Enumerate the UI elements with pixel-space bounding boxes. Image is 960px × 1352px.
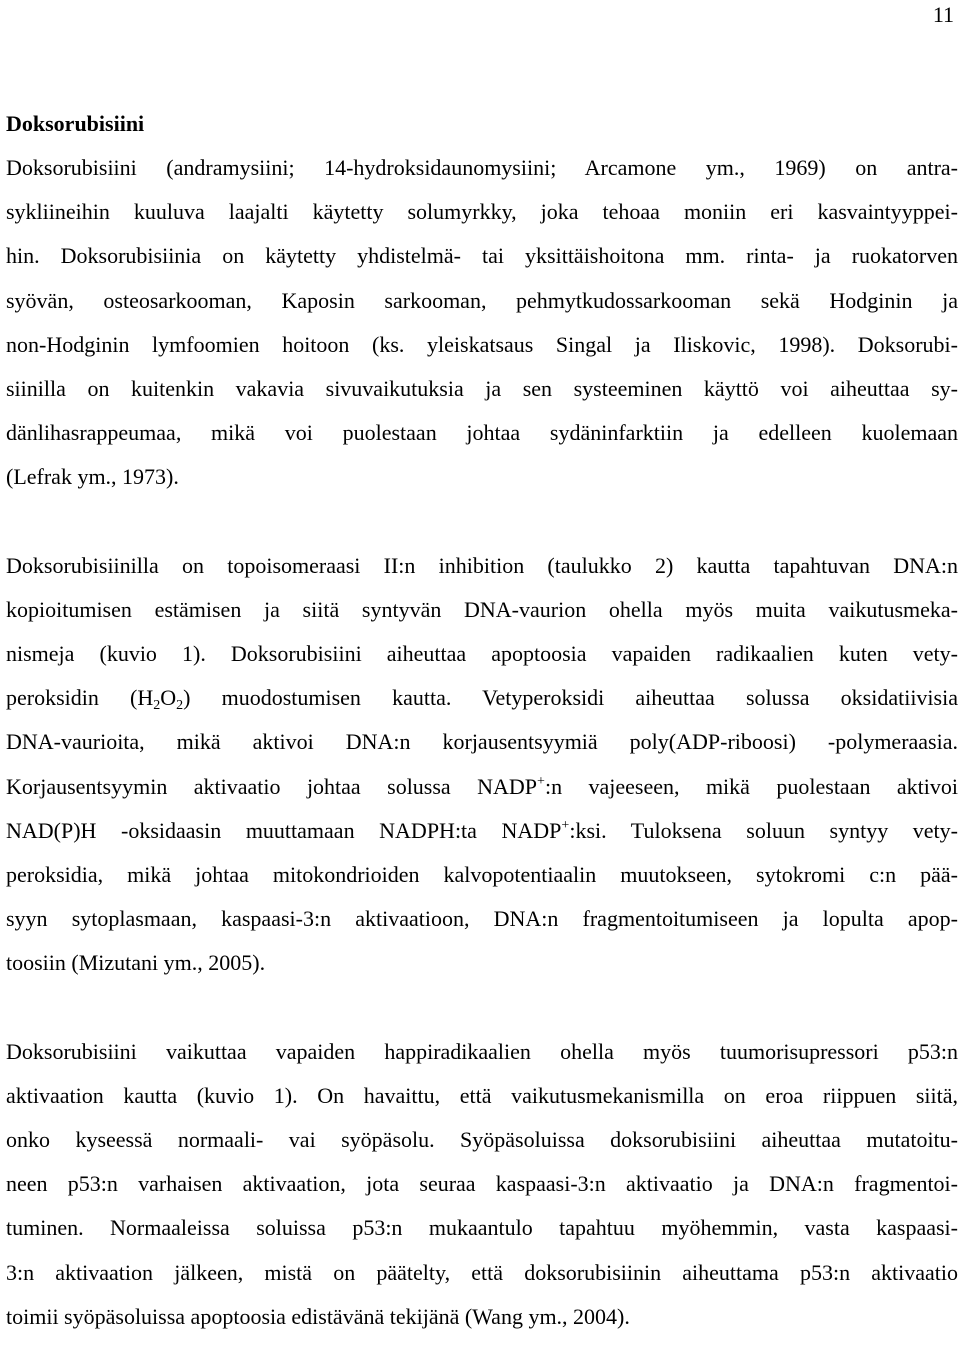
- paragraph-line: toimii syöpäsoluissa apoptoosia edistävänä tekijänä (Wang ym., 2004).: [6, 1303, 630, 1329]
- paragraph-line: siinilla on kuitenkin vakavia sivuvaikutuksia ja sen systeeminen käyttö voi aiheuttaa sy-: [6, 376, 958, 402]
- paragraph-3: [6, 1030, 958, 1339]
- paragraph-line: (Lefrak ym., 1973).: [6, 464, 179, 490]
- paragraph-line: tuminen. Normaaleissa soluissa p53:n mukaantulo tapahtuu myöhemmin, vasta kaspaasi-: [6, 1215, 958, 1241]
- paragraph-line: onko kyseessä normaali- vai syöpäsolu. Syöpäsoluissa doksorubisiini aiheuttaa mutatoitu-: [6, 1127, 958, 1153]
- paragraph-line: Doksorubisiinilla on topoisomeraasi II:n inhibition (taulukko 2) kautta tapahtuvan DNA:n: [6, 552, 958, 578]
- paragraph-line: Doksorubisiini vaikuttaa vapaiden happiradikaalien ohella myös tuumorisupressori p53:n: [6, 1038, 958, 1064]
- subscript: 2: [153, 698, 161, 714]
- subscript: 2: [176, 698, 184, 714]
- paragraph-line: hin. Doksorubisiinia on käytetty yhdistelmä- tai yksittäishoitona mm. rinta- ja ruokatorven: [6, 243, 958, 269]
- text-fragment: peroksidin (H: [6, 685, 154, 711]
- paragraph-line: aktivaation kautta (kuvio 1). On havaittu, että vaikutusmekanismilla on eroa riippuen siitä,: [6, 1082, 958, 1108]
- paragraph-line: non-Hodginin lymfoomien hoitoon (ks. yleiskatsaus Singal ja Iliskovic, 1998). Doksorubi-: [6, 331, 958, 357]
- paragraph-line: nismeja (kuvio 1). Doksorubisiini aiheuttaa apoptoosia vapaiden radikaalien kuten vety-: [6, 641, 958, 667]
- document-body: [6, 102, 958, 1339]
- paragraph-line: kopioitumisen estämisen ja siitä syntyvän DNA-vaurion ohella myös muita vaikutusmeka-: [6, 596, 958, 622]
- paragraph-line: neen p53:n varhaisen aktivaation, jota seuraa kaspaasi-3:n aktivaatio ja DNA:n fragmentoi-: [6, 1171, 958, 1197]
- paragraph-line: DNA-vaurioita, mikä aktivoi DNA:n korjausentsyymiä poly(ADP-riboosi) -polymeraasia.: [6, 729, 958, 755]
- paragraph-line: Doksorubisiini (andramysiini; 14-hydroksidaunomysiini; Arcamone ym., 1969) on antra-: [6, 155, 958, 180]
- paragraph-line: syyn sytoplasmaan, kaspaasi-3:n aktivaatioon, DNA:n fragmentoitumiseen ja lopulta apop-: [6, 906, 958, 932]
- text-fragment: O: [160, 685, 177, 711]
- paragraph-line: 3:n aktivaation jälkeen, mistä on päätelty, että doksorubisiinin aiheuttama p53:n aktivaatio: [6, 1259, 958, 1285]
- paragraph-line: toosiin (Mizutani ym., 2005).: [6, 950, 266, 976]
- paragraph-line-nadp: [6, 765, 958, 809]
- superscript: +: [537, 773, 545, 789]
- text-fragment: :ksi. Tuloksena soluun syntyy vety-: [569, 817, 958, 843]
- superscript: +: [561, 817, 570, 833]
- paragraph-1: [6, 146, 958, 500]
- text-fragment: ) muodostumisen kautta. Vetyperoksidi aiheuttaa solussa oksidatiivisia: [183, 685, 958, 711]
- section-heading: Doksorubisiini: [6, 111, 145, 136]
- text-fragment: Korjausentsyymin aktivaatio johtaa solussa NADP: [6, 773, 538, 799]
- paragraph-line-h2o2: [6, 676, 958, 720]
- paragraph-line: syövän, osteosarkooman, Kaposin sarkooman, pehmytkudossarkooman sekä Hodginin ja: [6, 287, 958, 313]
- paragraph-line: sykliineihin kuuluva laajalti käytetty solumyrkky, joka tehoaa moniin eri kasvaintyyppei-: [6, 199, 958, 225]
- paragraph-line: peroksidia, mikä johtaa mitokondrioiden kalvopotentiaalin muutokseen, sytokromi c:n pää-: [6, 862, 958, 888]
- paragraph-line: dänlihasrappeumaa, mikä voi puolestaan johtaa sydäninfarktiin ja edelleen kuolemaan: [6, 420, 958, 446]
- paragraph-2: [6, 544, 958, 986]
- paragraph-line-nadp: [6, 809, 958, 853]
- text-fragment: :n vajeeseen, mikä puolestaan aktivoi: [544, 773, 958, 799]
- page-number: 11: [932, 2, 954, 27]
- text-fragment: NAD(P)H -oksidaasin muuttamaan NADPH:ta NADP: [6, 817, 562, 843]
